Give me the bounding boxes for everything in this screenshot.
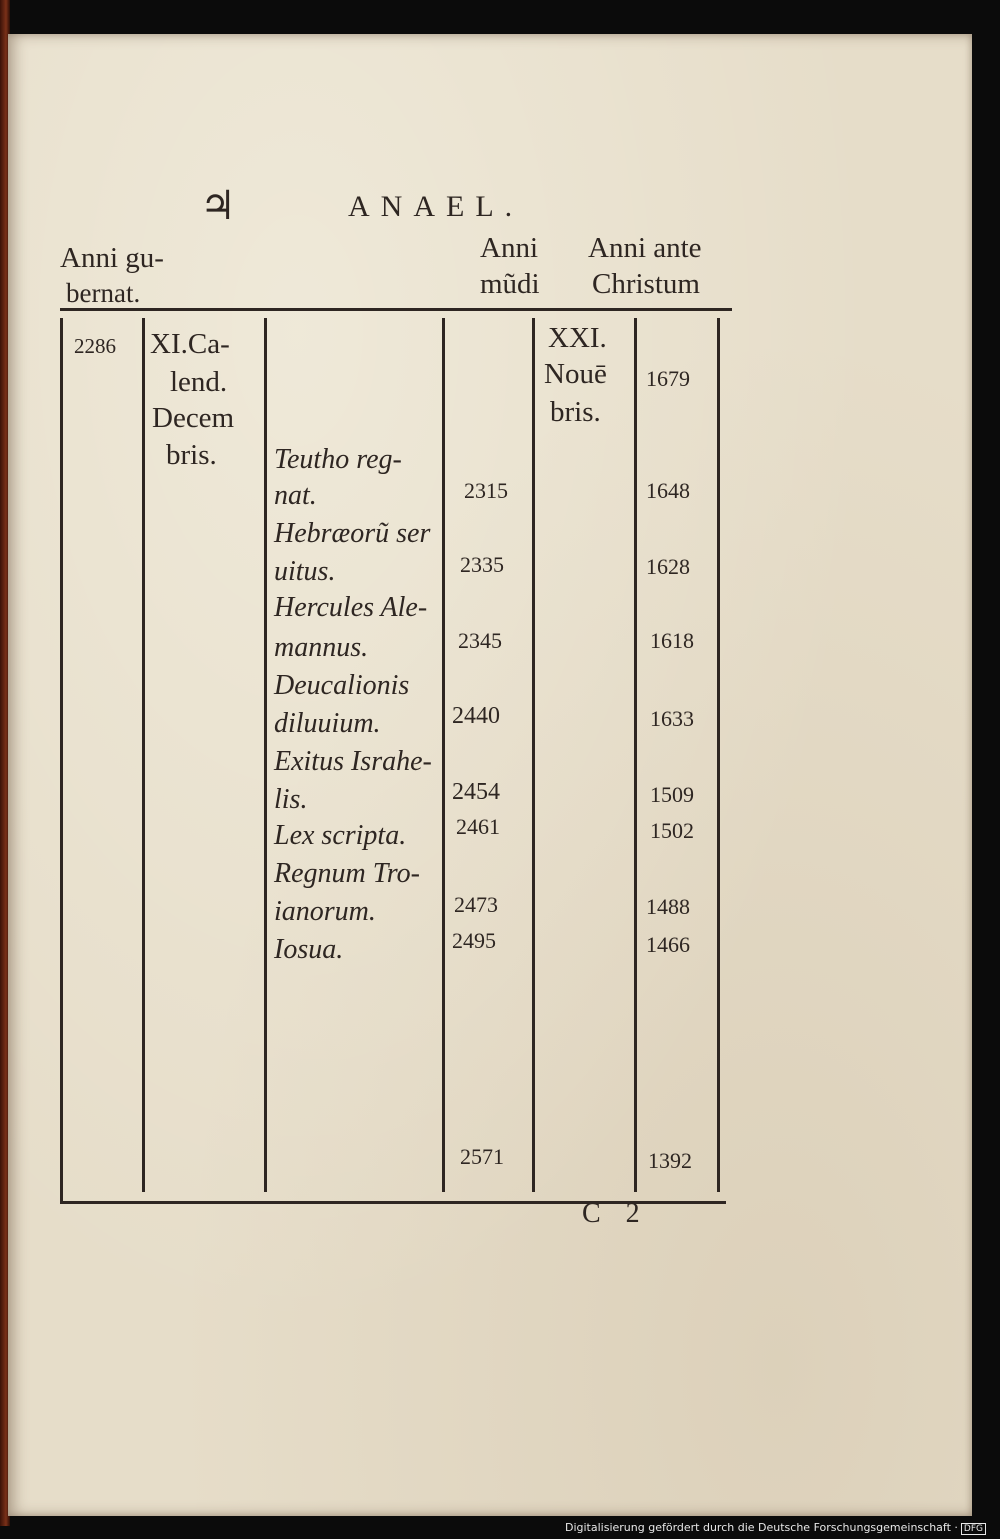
page-title: ANAEL. [348, 190, 524, 223]
column-header-anni-ante-christum-line1: Anni ante [588, 232, 702, 264]
event-4-line2: diluuium. [274, 708, 381, 739]
event-2-line2: uitus. [274, 556, 336, 587]
signature-mark: C 2 [582, 1198, 640, 1229]
table-column-rule-1 [142, 318, 145, 1192]
event-8-line1: Iosua. [274, 934, 344, 965]
event-1-line1: Teutho reg- [274, 444, 402, 475]
event-1-anni-mundi: 2315 [464, 478, 508, 503]
dfg-logo: DFG [961, 1523, 986, 1535]
cell-start-date-line3: Decem [152, 402, 235, 434]
event-1-anni-ante-christum: 1648 [646, 478, 690, 503]
column-header-anni-ante-christum-line2: Christum [592, 268, 700, 300]
event-5-line2: lis. [274, 784, 308, 815]
cell-start-date-line2: lend. [170, 366, 228, 398]
event-6-line1: Lex scripta. [274, 820, 407, 851]
last-anni-mundi: 2571 [460, 1144, 504, 1169]
event-2-line1: Hebræorũ ser [274, 518, 431, 549]
event-3-anni-ante-christum: 1618 [650, 628, 694, 653]
event-7-anni-mundi: 2473 [454, 892, 498, 917]
cell-anni-ante-christum-first: 1679 [646, 366, 690, 391]
event-4-line1: Deucalionis [274, 670, 410, 701]
event-3-line2: mannus. [274, 632, 369, 663]
table-column-rule-4 [532, 318, 535, 1192]
event-5-anni-ante-christum: 1509 [650, 782, 694, 807]
event-6-anni-mundi: 2461 [456, 814, 500, 839]
table-column-rule-3 [442, 318, 445, 1192]
cell-end-date-line2: Nouē [544, 358, 607, 390]
event-8-anni-ante-christum: 1466 [646, 932, 690, 957]
column-header-anni-gubernat-line2: bernat. [66, 278, 141, 308]
event-4-anni-ante-christum: 1633 [650, 706, 694, 731]
page-sign-jupiter: ♃ [200, 183, 236, 229]
event-2-anni-mundi: 2335 [460, 552, 504, 577]
event-3-anni-mundi: 2345 [458, 628, 502, 653]
cell-end-date-line1: XXI. [548, 322, 607, 354]
event-7-line1: Regnum Tro- [274, 858, 420, 889]
cell-start-date-line4: bris. [166, 439, 217, 471]
column-header-anni-gubernat-line1: Anni gu- [60, 242, 164, 274]
event-2-anni-ante-christum: 1628 [646, 554, 690, 579]
event-5-line1: Exitus Israhe- [274, 746, 432, 777]
cell-start-date-line1: XI.Ca- [150, 328, 230, 360]
digitization-credit-text: Digitalisierung gefördert durch die Deutsche Forschungsgemeinschaft · [564, 1521, 958, 1534]
column-header-anni-mundi-line2: mũdi [480, 268, 540, 300]
book-page [8, 34, 972, 1516]
event-7-anni-ante-christum: 1488 [646, 894, 690, 919]
table-right-border [717, 318, 720, 1192]
cell-end-date-line3: bris. [550, 396, 601, 428]
event-1-line2: nat. [274, 480, 317, 511]
event-6-anni-ante-christum: 1502 [650, 818, 694, 843]
cell-anni-gubernat: 2286 [74, 334, 116, 358]
event-8-anni-mundi: 2495 [452, 928, 496, 953]
column-header-anni-mundi-line1: Anni [480, 232, 538, 264]
event-4-anni-mundi: 2440 [452, 703, 500, 729]
digitization-credit [565, 1521, 986, 1535]
event-7-line2: ianorum. [274, 896, 376, 927]
event-3-line1: Hercules Ale- [274, 592, 428, 623]
table-column-rule-2 [264, 318, 267, 1192]
table-top-rule [60, 308, 732, 311]
event-5-anni-mundi: 2454 [452, 779, 500, 805]
last-anni-ante-christum: 1392 [648, 1148, 692, 1173]
table-column-rule-5 [634, 318, 637, 1192]
table-left-border [60, 318, 63, 1204]
